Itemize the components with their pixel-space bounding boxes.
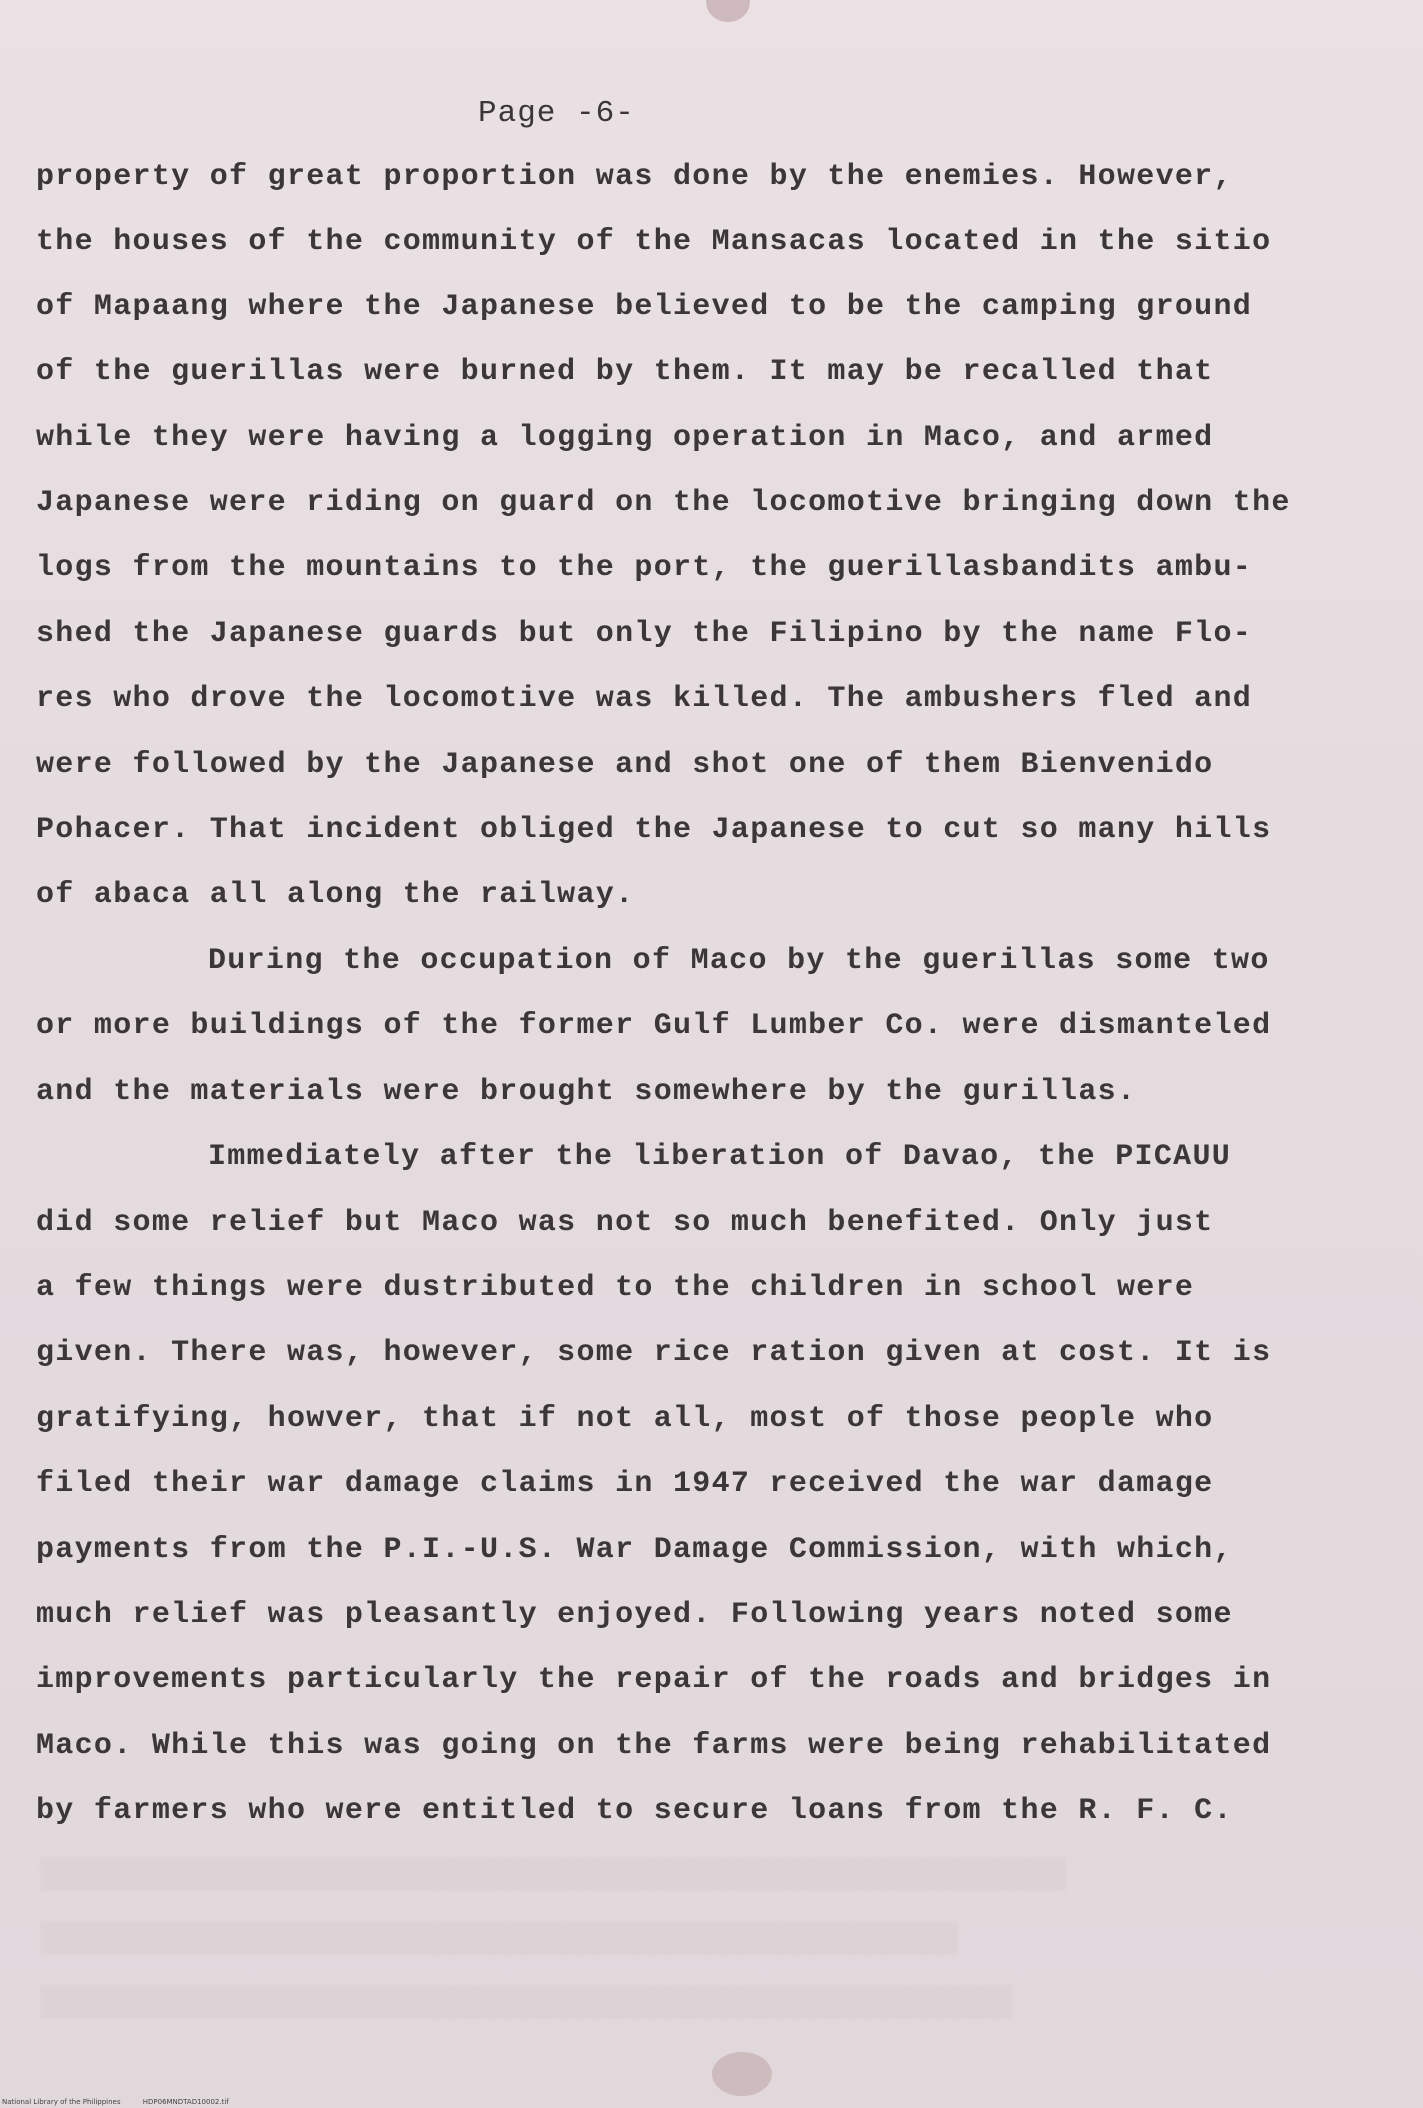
text-line-8: shed the Japanese guards but only the Filipino by the name Flo- [36,617,1253,651]
text-line-3: of Mapaang where the Japanese believed to be the camping ground [36,290,1253,324]
show-through-line: ███████████████████████████████████████████████████ [40,1922,959,1956]
text-line-22: payments from the P.I.-U.S. War Damage Commission, with which, [36,1533,1233,1567]
text-line-17: did some relief but Maco was not so much benefited. Only just [36,1206,1214,1240]
text-line-1: property of great proportion was done by the enemies. However, [36,160,1233,194]
text-line-20: gratifying, howver, that if not all, most of those people who [36,1402,1214,1436]
text-line-19: given. There was, however, some rice ration given at cost. It is [36,1336,1272,1370]
text-line-26: by farmers who were entitled to secure loans from the R. F. C. [36,1794,1233,1828]
paper-stain-bottom [712,2052,772,2096]
text-line-6: Japanese were riding on guard on the locomotive bringing down the [36,486,1291,520]
text-line-16: Immediately after the liberation of Davao, the PICAUU [208,1140,1232,1174]
text-line-13: During the occupation of Maco by the guerillas some two [208,944,1270,978]
text-line-25: Maco. While this was going on the farms were being rehabilitated [36,1729,1272,1763]
paper-stain-top [706,0,750,22]
text-line-15: and the materials were brought somewhere by the gurillas. [36,1075,1137,1109]
text-line-2: the houses of the community of the Mansacas located in the sitio [36,225,1272,259]
footer-library: National Library of the Philippines [2,2098,121,2106]
show-through-line: █████████████████████████████████████████████████████████ [40,1858,1067,1892]
text-line-4: of the guerillas were burned by them. It may be recalled that [36,355,1214,389]
scan-footer [2,2098,249,2106]
text-line-23: much relief was pleasantly enjoyed. Following years noted some [36,1598,1233,1632]
text-line-12: of abaca all along the railway. [36,878,635,912]
show-through-line: ██████████████████████████████████████████████████████ [40,1986,1013,2020]
text-line-5: while they were having a logging operation in Maco, and armed [36,421,1214,455]
text-line-11: Pohacer. That incident obliged the Japanese to cut so many hills [36,813,1272,847]
text-line-18: a few things were dustributed to the children in school were [36,1271,1195,1305]
text-line-9: res who drove the locomotive was killed. The ambushers fled and [36,682,1253,716]
text-line-10: were followed by the Japanese and shot one of them Bienvenido [36,748,1214,782]
text-line-7: logs from the mountains to the port, the guerillasbandits ambu- [36,551,1253,585]
text-line-21: filed their war damage claims in 1947 received the war damage [36,1467,1214,1501]
text-line-24: improvements particularly the repair of the roads and bridges in [36,1663,1272,1697]
page-number-header: Page -6- [478,96,635,131]
text-line-14: or more buildings of the former Gulf Lumber Co. were dismanteled [36,1009,1272,1043]
footer-filename: HDP06MNDTAD10002.tif [142,2098,229,2106]
